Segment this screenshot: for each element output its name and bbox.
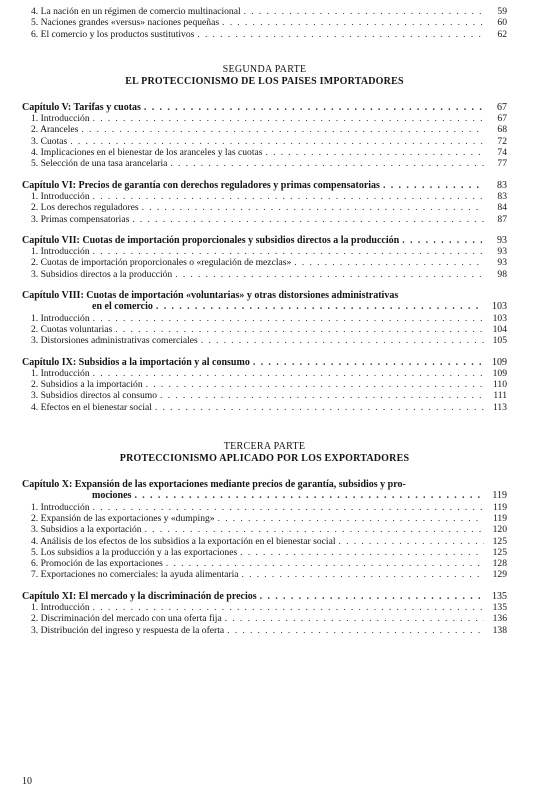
toc-entry: 3. Subsidios a la exportación . . . 120 (22, 524, 507, 535)
leader-dots (266, 147, 485, 158)
page-ref: 110 (492, 379, 507, 391)
chapter-entry-continuation: mociones . . . 119 (22, 490, 507, 501)
toc-entry: 1. Introducción . . . 93 (22, 246, 507, 257)
page-ref: 136 (492, 613, 507, 625)
page-ref: 113 (492, 401, 507, 413)
page-ref: 111 (493, 390, 507, 402)
page-ref: 93 (497, 257, 507, 269)
leader-dots (70, 136, 484, 147)
toc-entry: 4. Efectos en el bienestar social . . . 113 (22, 402, 507, 413)
leader-dots (132, 214, 484, 225)
leader-dots (146, 379, 484, 390)
toc-entry: 5. Los subsidios a la producción y a las exportaciones . . . 125 (22, 547, 507, 558)
leader-dots (402, 235, 484, 246)
leader-dots (93, 246, 484, 257)
toc-entry: 7. Exportaciones no comerciales: la ayuda alimentaria . . . 129 (22, 569, 507, 580)
toc-entry: 4. Análisis de los efectos de los subsidios a la exportación en el bienestar social . . . 125 (22, 536, 507, 547)
chapter-entry: Capítulo XI: El mercado y la discriminación de precios . . . 135 (22, 591, 507, 602)
leader-dots (339, 536, 484, 547)
toc-entry: 1. Introducción . . . 109 (22, 368, 507, 379)
page-ref: 77 (497, 158, 507, 170)
page-ref: 120 (492, 524, 507, 536)
toc-entry: 1. Introducción . . . 67 (22, 113, 507, 124)
toc-entry: 3. Subsidios directos a la producción . . . 98 (22, 269, 507, 280)
page-ref: 103 (492, 301, 507, 313)
leader-dots (134, 490, 484, 501)
chapter-entry: Capítulo IX: Subsidios a la importación y al consumo . . . 109 (22, 357, 507, 368)
page-ref: 125 (492, 535, 507, 547)
chapter-entry-continuation: en el comercio . . . 103 (22, 301, 507, 312)
leader-dots (294, 257, 484, 268)
toc-entry: 1. Introducción . . . 135 (22, 602, 507, 613)
toc-entry: 3. Distribución del ingreso y respuesta de la oferta . . . 138 (22, 625, 507, 636)
page-ref: 83 (497, 190, 507, 202)
toc-entry: 3. Distorsiones administrativas comerciales . . . 105 (22, 335, 507, 346)
part-heading (22, 64, 507, 88)
leader-dots (227, 625, 484, 636)
leader-dots (175, 269, 484, 280)
leader-dots (201, 335, 484, 346)
chapter-entry: Capítulo VIII: Cuotas de importación «voluntarias» y otras distorsiones administrativas (22, 290, 399, 302)
chapter-entry: Capítulo V: Tarifas y cuotas . . . 67 (22, 102, 507, 113)
leader-dots (81, 124, 484, 135)
leader-dots (93, 113, 484, 124)
toc-entry: 1. Introducción . . . 83 (22, 191, 507, 202)
page-ref: 135 (492, 601, 507, 613)
leader-dots (244, 6, 484, 17)
leader-dots (197, 29, 484, 40)
toc-entry: 3. Subsidios directos al consumo . . . 111 (22, 390, 507, 401)
toc-entry: 6. Promoción de las exportaciones . . . 128 (22, 558, 507, 569)
leader-dots (225, 613, 484, 624)
leader-dots (160, 390, 484, 401)
page-ref: 59 (497, 6, 507, 17)
leader-dots (93, 368, 484, 379)
page-ref: 129 (492, 569, 507, 581)
page-ref: 135 (492, 590, 507, 602)
toc-entry: 2. Cuotas voluntarias . . . 104 (22, 324, 507, 335)
leader-dots (144, 102, 484, 113)
chapter-entry: Capítulo VII: Cuotas de importación proporcionales y subsidios directos a la producción . . . 93 (22, 235, 507, 246)
page-ref: 98 (497, 268, 507, 280)
leader-dots (242, 569, 484, 580)
chapter-entry: Capítulo X: Expansión de las exportaciones mediante precios de garantía, subsidios y pro- (22, 479, 406, 491)
toc-entry: 4. La nación en un régimen de comercio multinacional . . . 59 (22, 6, 507, 17)
page-number: 10 (22, 776, 32, 787)
toc-entry: 2. Expansión de las exportaciones y «dumping» . . . 119 (22, 513, 507, 524)
table-of-contents (22, 6, 507, 636)
part-title: PROTECCIONISMO APLICADO POR LOS EXPORTADORES (119, 453, 410, 465)
page-ref: 62 (497, 28, 507, 40)
toc-entry: 1. Introducción . . . 119 (22, 502, 507, 513)
leader-dots (253, 357, 484, 368)
leader-dots (93, 602, 484, 613)
leader-dots (142, 202, 484, 213)
page-ref: 93 (497, 246, 507, 258)
toc-entry: 5. Selección de una tasa arancelaria . . . 77 (22, 158, 507, 169)
part-label: TERCERA PARTE (223, 441, 306, 453)
page-ref: 109 (492, 367, 507, 379)
page-ref: 128 (492, 558, 507, 570)
page-ref: 109 (492, 356, 507, 368)
page-ref: 93 (497, 234, 507, 246)
leader-dots (166, 558, 484, 569)
leader-dots (222, 17, 484, 28)
leader-dots (145, 524, 484, 535)
toc-entry: 2. Aranceles . . . 68 (22, 124, 507, 135)
toc-entry: 4. Implicaciones en el bienestar de los aranceles y las cuotas . . . 74 (22, 147, 507, 158)
page-ref: 119 (492, 501, 507, 513)
page-ref: 119 (492, 490, 507, 502)
part-label: SEGUNDA PARTE (222, 63, 307, 75)
page-ref: 84 (497, 202, 507, 214)
page-ref: 104 (492, 323, 507, 335)
leader-dots (383, 180, 484, 191)
part-title: EL PROTECCIONISMO DE LOS PAISES IMPORTADORES (125, 75, 404, 87)
leader-dots (115, 324, 484, 335)
leader-dots (156, 301, 484, 312)
toc-entry: 2. Discriminación del mercado con una oferta fija . . . 136 (22, 613, 507, 624)
page-ref: 119 (492, 512, 507, 524)
toc-entry: 3. Primas compensatorias . . . 87 (22, 214, 507, 225)
toc-entry: 2. Subsidios a la importación . . . 110 (22, 379, 507, 390)
page-ref: 68 (497, 124, 507, 136)
leader-dots (93, 313, 484, 324)
page-ref: 74 (497, 147, 507, 159)
page-ref: 67 (497, 113, 507, 125)
page-ref: 105 (492, 335, 507, 347)
page-ref: 87 (497, 213, 507, 225)
toc-entry: 3. Cuotas . . . 72 (22, 136, 507, 147)
toc-entry: 2. Cuotas de importación proporcionales o «regulación de mezclas» . . . 93 (22, 257, 507, 268)
top-sections (22, 6, 507, 40)
page-ref: 60 (497, 17, 507, 29)
leader-dots (240, 547, 484, 558)
toc-entry: 1. Introducción . . . 103 (22, 313, 507, 324)
page-ref: 125 (492, 546, 507, 558)
leader-dots (93, 191, 484, 202)
page-ref: 72 (497, 135, 507, 147)
page-ref: 83 (497, 179, 507, 191)
page-ref: 67 (497, 101, 507, 113)
leader-dots (218, 513, 484, 524)
chapter-entry: Capítulo VI: Precios de garantía con derechos reguladores y primas compensatorias . . . 83 (22, 180, 507, 191)
toc-entry: 6. El comercio y los productos sustitutivos . . . 62 (22, 29, 507, 40)
leader-dots (93, 502, 484, 513)
page-ref: 103 (492, 312, 507, 324)
page-ref: 138 (492, 624, 507, 636)
toc-entry: 5. Naciones grandes «versus» naciones pequeñas . . . 60 (22, 17, 507, 28)
leader-dots (155, 402, 484, 413)
toc-entry: 2. Los derechos reguladores . . . 84 (22, 202, 507, 213)
leader-dots (170, 158, 484, 169)
part-heading (22, 441, 507, 465)
leader-dots (260, 591, 484, 602)
